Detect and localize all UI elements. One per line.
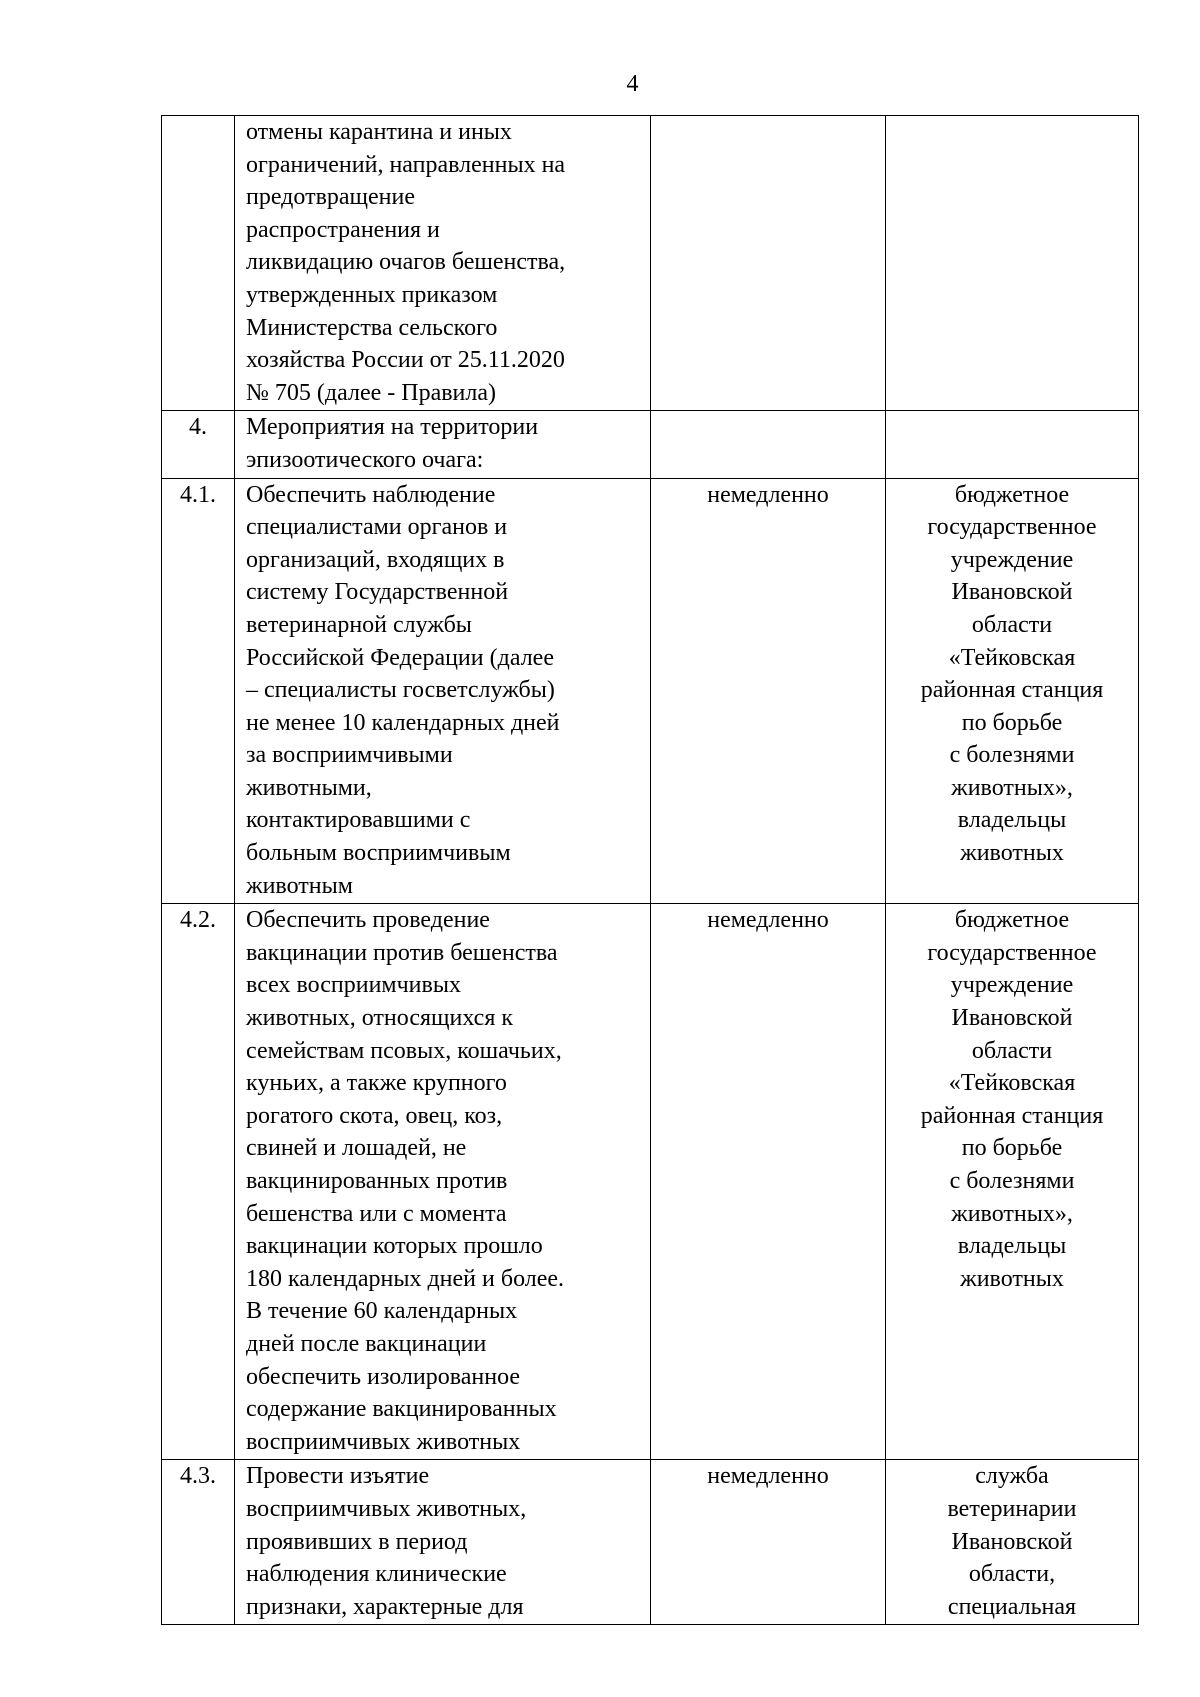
measure-description-line: наблюдения клинические xyxy=(246,1561,507,1588)
measure-description-line: 180 календарных дней и более. xyxy=(246,1265,565,1292)
measure-description-line: проявивших в период xyxy=(246,1528,468,1555)
responsible-line: бюджетное xyxy=(954,907,1070,934)
responsible-line: Ивановской xyxy=(951,1528,1073,1555)
responsible-line: Ивановской xyxy=(951,1005,1073,1032)
responsible-cell xyxy=(886,411,1139,478)
measure-description-line: семействам псовых, кошачьих, xyxy=(246,1037,562,1064)
row-number-cell xyxy=(162,116,235,411)
responsible-line: животных xyxy=(960,840,1064,867)
page-number: 4 xyxy=(626,71,639,97)
responsible-line: животных», xyxy=(951,774,1073,801)
row-number: 4. xyxy=(189,414,207,441)
measure-description-line: эпизоотического очага: xyxy=(246,446,484,473)
responsible-line: учреждение xyxy=(950,972,1074,999)
measure-description-line: всех восприимчивых xyxy=(246,972,461,999)
measure-description-line: контактировавшими с xyxy=(246,807,471,834)
row-number-cell xyxy=(162,411,235,478)
responsible-line: государственное xyxy=(927,514,1097,541)
measures-table-body xyxy=(162,116,1139,1625)
measure-description-line: за восприимчивыми xyxy=(246,742,453,769)
measure-description-line: хозяйства России от 25.11.2020 xyxy=(246,347,565,374)
measure-description-line: не менее 10 календарных дней xyxy=(246,709,560,736)
responsible-line: области xyxy=(971,611,1053,638)
term-cell xyxy=(651,904,886,1460)
measure-description-line: рогатого скота, овец, коз, xyxy=(246,1102,503,1129)
measure-description-line: свиней и лошадей, не xyxy=(246,1135,467,1162)
measure-description-line: восприимчивых животных, xyxy=(246,1495,527,1522)
table-row xyxy=(162,478,1139,904)
term-text: немедленно xyxy=(707,907,829,934)
term-text: немедленно xyxy=(707,1463,829,1490)
measure-description-line: № 705 (далее - Правила) xyxy=(246,379,497,406)
measure-description-line: животных, относящихся к xyxy=(246,1005,514,1032)
responsible-line: по борьбе xyxy=(961,1135,1063,1162)
responsible-line: государственное xyxy=(927,939,1097,966)
term-cell xyxy=(651,411,886,478)
measure-description-line: животными, xyxy=(246,774,372,801)
measure-description-line: восприимчивых животных xyxy=(246,1428,521,1455)
measure-description-line: предотвращение xyxy=(246,184,416,211)
measure-description-line: вакцинированных против xyxy=(246,1168,508,1194)
measure-description-cell xyxy=(235,1460,651,1625)
responsible-line: животных», xyxy=(951,1200,1073,1227)
responsible-cell xyxy=(886,1460,1139,1625)
table-row xyxy=(162,904,1139,1460)
responsible-line: специальная xyxy=(947,1593,1077,1620)
responsible-cell xyxy=(886,478,1139,904)
measure-description-line: вакцинации против бешенства xyxy=(246,939,558,966)
responsible-line: животных xyxy=(960,1265,1064,1292)
responsible-cell xyxy=(886,116,1139,411)
measure-description-line: – специалисты госветслужбы) xyxy=(246,677,555,704)
measure-description-line: утвержденных приказом xyxy=(246,281,498,308)
term-cell xyxy=(651,1460,886,1625)
measure-description-cell xyxy=(235,116,651,411)
responsible-line: владельцы xyxy=(957,1233,1067,1260)
responsible-line: с болезнями xyxy=(949,742,1075,769)
measure-description-line: Обеспечить проведение xyxy=(246,907,490,934)
measure-description-line: ликвидацию очагов бешенства, xyxy=(246,249,566,276)
row-number: 4.3. xyxy=(180,1463,216,1490)
measure-description-line: больным восприимчивым xyxy=(246,840,511,867)
table-row xyxy=(162,116,1139,411)
responsible-line: с болезнями xyxy=(949,1168,1075,1194)
row-number-cell xyxy=(162,904,235,1460)
measure-description-line: животным xyxy=(246,872,353,899)
responsible-line: по борьбе xyxy=(961,709,1063,736)
table-row xyxy=(162,411,1139,478)
measure-description-line: обеспечить изолированное xyxy=(246,1363,521,1390)
responsible-cell xyxy=(886,904,1139,1460)
responsible-line: «Тейковская xyxy=(948,644,1076,671)
row-number: 4.1. xyxy=(180,481,216,508)
measure-description-line: ограничений, направленных на xyxy=(246,151,566,178)
responsible-line: служба xyxy=(975,1463,1049,1490)
row-number: 4.2. xyxy=(180,907,216,934)
measure-description-cell xyxy=(235,411,651,478)
measure-description-line: вакцинации которых прошло xyxy=(246,1233,543,1260)
measure-description-line: отмены карантина и иных xyxy=(246,119,512,145)
measure-description-cell xyxy=(235,904,651,1460)
responsible-line: Ивановской xyxy=(951,579,1073,606)
responsible-line: районная станция xyxy=(920,1102,1104,1129)
responsible-line: районная станция xyxy=(920,677,1104,704)
responsible-line: области xyxy=(971,1037,1053,1064)
measures-table xyxy=(161,115,1139,1625)
row-number-cell xyxy=(162,478,235,904)
measure-description-line: куньих, а также крупного xyxy=(246,1070,507,1097)
responsible-line: ветеринарии xyxy=(947,1495,1077,1522)
measure-description-line: Мероприятия на территории xyxy=(246,414,539,441)
measure-description-line: бешенства или с момента xyxy=(246,1200,507,1227)
responsible-line: «Тейковская xyxy=(948,1070,1076,1097)
measure-description-line: Министерства сельского xyxy=(246,314,498,341)
measure-description-line: ветеринарной службы xyxy=(246,611,472,638)
measure-description-line: Обеспечить наблюдение xyxy=(246,481,496,508)
term-cell xyxy=(651,116,886,411)
measure-description-line: специалистами органов и xyxy=(246,514,508,541)
measure-description-line: признаки, характерные для xyxy=(246,1593,524,1620)
term-cell xyxy=(651,478,886,904)
row-number-cell xyxy=(162,1460,235,1625)
measure-description-line: содержание вакцинированных xyxy=(246,1396,557,1423)
responsible-line: бюджетное xyxy=(954,481,1070,508)
measure-description-line: организаций, входящих в xyxy=(246,546,505,573)
measure-description-line: распространения и xyxy=(246,216,440,243)
measure-description-line: систему Государственной xyxy=(246,579,509,606)
measure-description-line: дней после вакцинации xyxy=(246,1330,487,1357)
responsible-line: владельцы xyxy=(957,807,1067,834)
term-text: немедленно xyxy=(707,481,829,508)
measure-description-cell xyxy=(235,478,651,904)
responsible-line: учреждение xyxy=(950,546,1074,573)
measure-description-line: Российской Федерации (далее xyxy=(246,644,554,671)
responsible-line: области, xyxy=(968,1561,1056,1588)
measure-description-line: В течение 60 календарных xyxy=(246,1298,518,1325)
measure-description-line: Провести изъятие xyxy=(246,1463,430,1490)
table-row xyxy=(162,1460,1139,1625)
